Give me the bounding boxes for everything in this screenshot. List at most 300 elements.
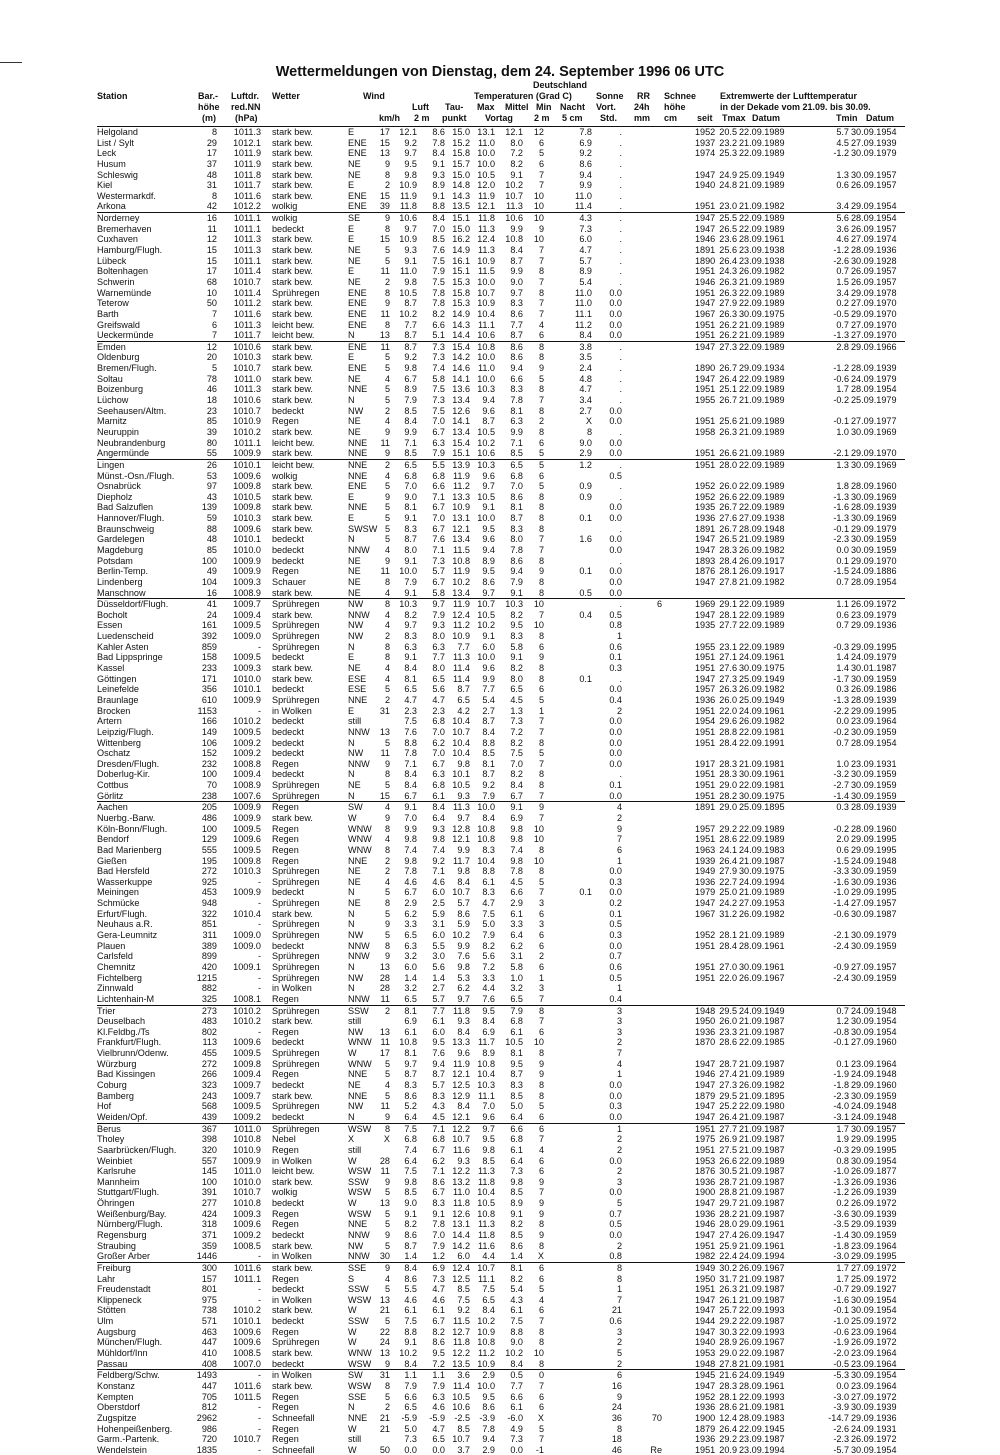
cell-night: 6 bbox=[538, 961, 544, 972]
cell-tmax: 24.1 bbox=[719, 844, 737, 855]
cell-dewpoint: 7.3 bbox=[432, 352, 445, 363]
cell-night: 9 bbox=[538, 223, 544, 234]
cell-tmin: -2.3 bbox=[833, 1090, 849, 1101]
cell-weather: Regen bbox=[272, 1391, 299, 1402]
cell-pressure: - bbox=[257, 705, 261, 716]
cell-weather: bedeckt bbox=[272, 544, 304, 555]
cell-since: 1947 bbox=[695, 673, 716, 684]
cell-rain: 0.7 bbox=[609, 1208, 622, 1219]
cell-wind-speed: 5 bbox=[384, 513, 390, 524]
cell-wind-dir: NNW bbox=[348, 609, 370, 620]
cell-tmin: -5.3 bbox=[833, 1370, 849, 1381]
cell-night: 3 bbox=[538, 898, 544, 909]
table-row bbox=[97, 866, 905, 877]
cell-since: 1890 bbox=[695, 363, 716, 374]
cell-temp-air: 8.1 bbox=[404, 673, 417, 684]
cell-night: 5 bbox=[538, 1423, 544, 1434]
header-temperaturen: Temperaturen (Grad C) bbox=[474, 91, 572, 101]
cell-tmax: 29.5 bbox=[719, 1005, 737, 1016]
cell-tmin-date: 30.09.1969 bbox=[851, 491, 897, 502]
cell-weather: Schauer bbox=[272, 576, 306, 587]
cell-dewpoint: 7.4 bbox=[432, 844, 445, 855]
cell-min: 10.8 bbox=[505, 234, 523, 245]
cell-sun: 0.4 bbox=[579, 609, 592, 620]
cell-wind-dir: WSW bbox=[348, 1208, 372, 1219]
cell-since: 1969 bbox=[695, 599, 716, 610]
cell-dewpoint: 6.7 bbox=[432, 1187, 445, 1198]
cell-wind-speed: 9 bbox=[384, 1229, 390, 1240]
cell-sun: 5.4 bbox=[579, 276, 592, 287]
cell-min: 8.1 bbox=[510, 1262, 523, 1273]
cell-tmax-date: 22.09.1989 bbox=[739, 341, 785, 352]
cell-tmin: -0.2 bbox=[833, 395, 849, 406]
cell-mean: 7.5 bbox=[482, 1284, 495, 1295]
cell-tmin-date: 25.09.1972 bbox=[851, 1316, 897, 1327]
cell-max: 14.6 bbox=[452, 363, 470, 374]
cell-mean: 10.7 bbox=[477, 287, 495, 298]
cell-station: Stötten bbox=[97, 1305, 126, 1316]
table-row bbox=[97, 620, 905, 631]
cell-tmin: 0.7 bbox=[836, 620, 849, 631]
cell-dewpoint: 6.6 bbox=[432, 481, 445, 492]
cell-wind-dir: NNE bbox=[348, 437, 368, 448]
cell-sun: 2.4 bbox=[579, 363, 592, 374]
cell-rain: 0.0 bbox=[609, 726, 622, 737]
cell-rain: . bbox=[619, 459, 622, 470]
cell-since: 1953 bbox=[695, 1155, 716, 1166]
cell-rain: 0.0 bbox=[609, 716, 622, 727]
cell-rain: 2 bbox=[616, 813, 622, 823]
cell-station: Bocholt bbox=[97, 609, 128, 620]
cell-tmin: 0.7 bbox=[836, 737, 849, 748]
cell-min: 8.2 bbox=[510, 663, 523, 674]
cell-tmin: -2.4 bbox=[833, 972, 849, 983]
cell-pressure: 1010.7 bbox=[233, 1187, 261, 1198]
cell-dewpoint: 7.5 bbox=[432, 405, 445, 416]
cell-station: Deuselbach bbox=[97, 1016, 146, 1027]
cell-pressure: 1011.0 bbox=[233, 373, 261, 384]
cell-height: 325 bbox=[201, 993, 217, 1004]
cell-min: 6.1 bbox=[510, 1402, 523, 1413]
cell-height: 1493 bbox=[196, 1370, 217, 1381]
cell-tmax: 26.4 bbox=[719, 1111, 737, 1122]
cell-min: 6.8 bbox=[510, 1134, 523, 1145]
cell-max: 11.3 bbox=[452, 652, 470, 663]
cell-tmax-date: 21.09.1989 bbox=[739, 534, 785, 545]
cell-weather: bedeckt bbox=[272, 769, 304, 780]
cell-tmax-date: 26.09.1917 bbox=[739, 555, 785, 566]
cell-weather: stark bew. bbox=[272, 1348, 313, 1359]
cell-tmin: -0.6 bbox=[833, 908, 849, 919]
cell-wind-dir: WSW bbox=[348, 1294, 372, 1305]
cell-tmin-date: 28.09.1939 bbox=[851, 502, 897, 513]
cell-rain: 0.0 bbox=[609, 513, 622, 524]
cell-tmin-date: 28.09.1954 bbox=[851, 576, 897, 587]
cell-min: 9.4 bbox=[510, 566, 523, 577]
cell-night: X bbox=[537, 1412, 544, 1423]
cell-night: 7 bbox=[538, 1434, 544, 1445]
cell-tmax-date: 22.09.1993 bbox=[739, 1326, 785, 1337]
cell-max: 15.1 bbox=[452, 266, 470, 277]
cell-weather: Regen bbox=[272, 1144, 299, 1155]
cell-sun: 9.9 bbox=[579, 180, 592, 191]
cell-dewpoint: 8.6 bbox=[432, 127, 445, 137]
cell-dewpoint: -5.9 bbox=[429, 1412, 445, 1423]
cell-dewpoint: 7.3 bbox=[432, 555, 445, 566]
cell-temp-air: 7.4 bbox=[404, 1144, 417, 1155]
cell-night: 8 bbox=[538, 1358, 544, 1369]
cell-night: 12 bbox=[533, 127, 544, 137]
cell-tmax-date: 21.09.1987 bbox=[739, 1111, 785, 1122]
cell-tmin-date: 30.09.1954 bbox=[851, 1016, 897, 1027]
cell-pressure: 1009.9 bbox=[233, 555, 261, 566]
cell-temp-air: 3.2 bbox=[404, 983, 417, 994]
cell-pressure: 1011.3 bbox=[233, 234, 261, 245]
cell-max: 10.8 bbox=[452, 555, 470, 566]
cell-temp-air: 6.4 bbox=[404, 1111, 417, 1122]
cell-wind-speed: 4 bbox=[384, 587, 390, 598]
cell-temp-air: 9.8 bbox=[404, 834, 417, 845]
cell-sun: 11.0 bbox=[574, 287, 592, 298]
cell-since: 1951 bbox=[695, 834, 716, 845]
table-row bbox=[97, 706, 905, 717]
cell-pressure: 1009.0 bbox=[233, 631, 261, 642]
cell-tmax-date: 23.09.1994 bbox=[739, 1444, 785, 1455]
cell-mean: 10.4 bbox=[477, 1187, 495, 1198]
cell-station: Leipzig/Flugh. bbox=[97, 726, 154, 737]
cell-weather: Sprühregen bbox=[272, 631, 320, 642]
cell-max: 9.3 bbox=[457, 790, 470, 801]
cell-dewpoint: 6.9 bbox=[432, 1262, 445, 1273]
cell-night: 8 bbox=[538, 405, 544, 416]
cell-dewpoint: 4.5 bbox=[432, 1111, 445, 1122]
cell-mean: 8.7 bbox=[482, 716, 495, 727]
cell-min: 9.8 bbox=[510, 855, 523, 866]
cell-tmax-date: 26.09.1982 bbox=[739, 266, 785, 277]
cell-mean: 8.8 bbox=[482, 737, 495, 748]
cell-max: 10.2 bbox=[452, 930, 470, 941]
cell-min: 10.2 bbox=[505, 180, 523, 191]
cell-height: 410 bbox=[201, 1348, 217, 1359]
cell-temp-air: 6.5 bbox=[404, 459, 417, 470]
cell-mean: 11.3 bbox=[477, 1219, 495, 1230]
cell-tmax-date: 22.09.1987 bbox=[739, 1316, 785, 1327]
cell-since: 1951 bbox=[695, 737, 716, 748]
header-vort: Vort. bbox=[596, 102, 616, 112]
cell-mean: 10.4 bbox=[477, 1069, 495, 1080]
cell-tmax-date: 28.09.1961 bbox=[739, 1380, 785, 1391]
cell-temp-air: 7.5 bbox=[404, 1316, 417, 1327]
cell-wind-dir: ENE bbox=[348, 363, 367, 374]
cell-sun: 11.1 bbox=[574, 308, 592, 319]
cell-temp-air: 8.1 bbox=[404, 502, 417, 513]
cell-tmax: 27.0 bbox=[719, 961, 737, 972]
cell-night: X bbox=[537, 1251, 544, 1262]
cell-height: 37 bbox=[206, 158, 217, 169]
cell-dewpoint: 7.3 bbox=[432, 395, 445, 406]
table-row bbox=[97, 1434, 905, 1445]
cell-height: 48 bbox=[206, 534, 217, 545]
cell-temp-air: 0.0 bbox=[404, 1444, 417, 1455]
cell-height: 17 bbox=[206, 266, 217, 277]
cell-tmax: 26.3 bbox=[719, 308, 737, 319]
table-row bbox=[97, 1424, 905, 1435]
cell-height: 1215 bbox=[196, 972, 217, 983]
cell-night: 6 bbox=[538, 470, 544, 481]
cell-min: 10.3 bbox=[505, 599, 523, 610]
cell-tmax: 26.2 bbox=[719, 319, 737, 330]
cell-since: 1947 bbox=[695, 1380, 716, 1391]
cell-dewpoint: 6.0 bbox=[432, 1026, 445, 1037]
cell-since: 1936 bbox=[695, 1176, 716, 1187]
cell-temp-air: -5.9 bbox=[401, 1412, 417, 1423]
cell-wind-dir: N bbox=[348, 790, 355, 801]
cell-weather: bedeckt bbox=[272, 223, 304, 234]
cell-station: Artern bbox=[97, 716, 122, 727]
cell-pressure: 1008.8 bbox=[233, 758, 261, 769]
cell-night: 10 bbox=[533, 190, 544, 201]
cell-wind-dir: still bbox=[348, 1144, 362, 1155]
cell-tmax-date: 30.09.1975 bbox=[739, 790, 785, 801]
cell-temp-air: 7.1 bbox=[404, 437, 417, 448]
cell-temp-air: 8.4 bbox=[404, 663, 417, 674]
cell-temp-air: 8.4 bbox=[404, 416, 417, 427]
cell-mean: 9.7 bbox=[482, 1123, 495, 1134]
cell-station: Leck bbox=[97, 148, 117, 159]
cell-wind-speed: 4 bbox=[384, 1273, 390, 1284]
cell-tmin-date: 30.09.1939 bbox=[851, 1402, 897, 1413]
cell-wind-dir: N bbox=[348, 330, 355, 341]
cell-dewpoint: 5.6 bbox=[432, 684, 445, 695]
cell-station: Braunlage bbox=[97, 694, 139, 705]
cell-rain: 2 bbox=[616, 1337, 622, 1348]
cell-night: 5 bbox=[538, 876, 544, 887]
cell-temp-air: 10.9 bbox=[399, 234, 417, 245]
cell-tmin: -0.1 bbox=[833, 1037, 849, 1048]
cell-temp-air: 8.4 bbox=[404, 769, 417, 780]
cell-height: 85 bbox=[206, 416, 217, 427]
cell-max: 11.8 bbox=[452, 1005, 470, 1016]
cell-wind-speed: 9 bbox=[384, 555, 390, 566]
cell-tmin-date: 29.09.1936 bbox=[851, 620, 897, 631]
cell-wind-dir: W bbox=[348, 1305, 357, 1316]
cell-temp-air: 7.6 bbox=[404, 726, 417, 737]
cell-temp-air: 1.1 bbox=[404, 1370, 417, 1381]
cell-max: 10.4 bbox=[452, 737, 470, 748]
cell-since: 1951 bbox=[695, 416, 716, 427]
cell-tmax-date: 21.09.1987 bbox=[739, 1123, 785, 1134]
cell-min: 7.8 bbox=[510, 866, 523, 877]
cell-night: 6 bbox=[538, 940, 544, 951]
table-row bbox=[97, 342, 905, 353]
cell-wind-speed: 4 bbox=[384, 544, 390, 555]
cell-tmin: -2.2 bbox=[833, 705, 849, 716]
cell-temp-air: 10.8 bbox=[399, 1037, 417, 1048]
cell-weather: stark bew. bbox=[272, 298, 313, 309]
cell-tmin-date: 29.09.1995 bbox=[851, 834, 897, 845]
cell-tmin: -3.6 bbox=[833, 1208, 849, 1219]
cell-temp-air: 6.5 bbox=[404, 930, 417, 941]
cell-tmin: 5.6 bbox=[836, 213, 849, 224]
table-row bbox=[97, 1337, 905, 1348]
cell-tmin-date: 30.09.1969 bbox=[851, 513, 897, 524]
cell-rain: 0.4 bbox=[609, 993, 622, 1004]
cell-dewpoint: 6.7 bbox=[432, 576, 445, 587]
cell-wind-dir: NE bbox=[348, 866, 361, 877]
cell-tmax-date: 21.09.1987 bbox=[739, 1058, 785, 1069]
table-row bbox=[97, 460, 905, 471]
cell-wind-speed: 5 bbox=[384, 363, 390, 374]
cell-min: 8.6 bbox=[510, 308, 523, 319]
cell-night: 5 bbox=[538, 481, 544, 492]
cell-mean: 2.9 bbox=[482, 1370, 495, 1381]
cell-station: Gardelegen bbox=[97, 534, 145, 545]
cell-rain: 0.2 bbox=[609, 898, 622, 909]
table-row bbox=[97, 1219, 905, 1230]
cell-rain: 0.0 bbox=[609, 587, 622, 598]
cell-pressure: 1011.5 bbox=[233, 1391, 261, 1402]
cell-rain: 2 bbox=[616, 1134, 622, 1145]
cell-height: 11 bbox=[207, 223, 217, 234]
cell-tmin: -1.6 bbox=[833, 1294, 849, 1305]
cell-wind-dir: WSW bbox=[348, 1380, 372, 1391]
cell-tmin: -3.0 bbox=[833, 1391, 849, 1402]
cell-temp-air: 6.3 bbox=[404, 641, 417, 652]
cell-min: 5.8 bbox=[510, 641, 523, 652]
cell-max: 12.5 bbox=[452, 1080, 470, 1091]
cell-rain: 36 bbox=[611, 1412, 622, 1423]
cell-since: 1947 bbox=[695, 223, 716, 234]
station-group bbox=[97, 126, 905, 212]
cell-sun: 7.8 bbox=[579, 127, 592, 137]
table-row bbox=[97, 406, 905, 417]
cell-tmax-date: 25.09.1949 bbox=[739, 694, 785, 705]
cell-wind-speed: 13 bbox=[379, 961, 390, 972]
cell-rain: 8 bbox=[616, 1262, 622, 1273]
cell-tmax: 26.4 bbox=[719, 855, 737, 866]
cell-night: 10 bbox=[533, 823, 544, 834]
table-row bbox=[97, 919, 905, 930]
cell-wind-speed: 11 bbox=[380, 308, 390, 319]
cell-tmax: 27.6 bbox=[719, 663, 737, 674]
cell-tmax: 26.7 bbox=[719, 395, 737, 406]
cell-height: 447 bbox=[201, 1380, 217, 1391]
cell-max: 11.9 bbox=[452, 566, 470, 577]
cell-station: Vielbrunn/Odenw. bbox=[97, 1048, 169, 1059]
cell-temp-air: 4.6 bbox=[404, 876, 417, 887]
cell-since: 1936 bbox=[695, 513, 716, 524]
cell-min: 6.2 bbox=[510, 940, 523, 951]
cell-tmin: -1.5 bbox=[833, 855, 849, 866]
cell-station: Osnabrück bbox=[97, 481, 141, 492]
cell-min: 7.3 bbox=[510, 716, 523, 727]
cell-station: Neuruppin bbox=[97, 426, 139, 437]
cell-tmax-date: 21.09.1987 bbox=[739, 1198, 785, 1209]
cell-night: 10 bbox=[533, 620, 544, 631]
cell-tmin-date: 23.09.1964 bbox=[851, 1348, 897, 1359]
cell-mean: 3.3 bbox=[482, 972, 495, 983]
cell-tmin-date: 29.09.1995 bbox=[851, 844, 897, 855]
cell-mean: 10.2 bbox=[477, 1316, 495, 1327]
cell-pressure: - bbox=[257, 1370, 261, 1381]
cell-station: Kassel bbox=[97, 663, 125, 674]
cell-night: 8 bbox=[538, 341, 544, 352]
cell-temp-air: 8.1 bbox=[404, 1048, 417, 1059]
cell-max: 12.1 bbox=[452, 1069, 470, 1080]
cell-wind-speed: 11 bbox=[380, 1166, 390, 1177]
cell-night: 7 bbox=[538, 813, 544, 823]
cell-wind-speed: 31 bbox=[379, 705, 390, 716]
cell-temp-air: 7.9 bbox=[404, 576, 417, 587]
cell-rain: 0.0 bbox=[609, 502, 622, 513]
cell-dewpoint: 6.6 bbox=[432, 319, 445, 330]
cell-night: 10 bbox=[533, 201, 544, 212]
cell-tmax-date: 26.09.1982 bbox=[739, 908, 785, 919]
cell-temp-air: 7.4 bbox=[404, 844, 417, 855]
cell-tmin-date: 27.09.1970 bbox=[851, 319, 897, 330]
cell-tmax: 25.0 bbox=[719, 887, 737, 898]
cell-station: Warnemünde bbox=[97, 287, 152, 298]
cell-tmin-date: 29.09.1995 bbox=[851, 1251, 897, 1262]
cell-wind-dir: NE bbox=[348, 587, 361, 598]
cell-mean: 8.7 bbox=[482, 416, 495, 427]
cell-max: 10.7 bbox=[452, 1134, 470, 1145]
cell-wind-dir: NW bbox=[348, 930, 364, 941]
cell-height: 812 bbox=[201, 1402, 217, 1413]
cell-pressure: 1011.1 bbox=[233, 255, 261, 266]
cell-night: 9 bbox=[538, 566, 544, 577]
cell-dewpoint: 8.2 bbox=[432, 308, 445, 319]
cell-tmax-date: 22.09.1989 bbox=[739, 223, 785, 234]
cell-tmax: 26.5 bbox=[719, 534, 737, 545]
cell-temp-air: 9.9 bbox=[404, 823, 417, 834]
cell-tmin: 0.7 bbox=[836, 319, 849, 330]
cell-mean: 9.4 bbox=[482, 1434, 495, 1445]
header-schnee-hoehe: höhe bbox=[664, 102, 686, 112]
cell-pressure: 1009.9 bbox=[233, 448, 261, 459]
cell-max: 13.6 bbox=[452, 384, 470, 395]
cell-tmax-date: 21.09.1987 bbox=[739, 1176, 785, 1187]
cell-min: -6.0 bbox=[507, 1412, 523, 1423]
cell-since: 1890 bbox=[695, 255, 716, 266]
cell-max: 13.4 bbox=[452, 395, 470, 406]
cell-tmin: -1.7 bbox=[833, 673, 849, 684]
cell-tmin-date: 30.09.1959 bbox=[851, 534, 897, 545]
cell-rain: 9 bbox=[616, 823, 622, 834]
cell-mean: 8.3 bbox=[482, 844, 495, 855]
cell-wind-dir: SWSW bbox=[348, 523, 378, 534]
table-row bbox=[97, 1198, 905, 1209]
cell-min: 6.4 bbox=[510, 930, 523, 941]
cell-wind-speed: 21 bbox=[379, 1305, 390, 1316]
cell-weather: stark bew. bbox=[272, 426, 313, 437]
cell-max: 5.9 bbox=[457, 919, 470, 930]
cell-mean: 11.2 bbox=[477, 1348, 495, 1359]
cell-wind-dir: NE bbox=[348, 566, 361, 577]
cell-height: 18 bbox=[206, 395, 217, 406]
cell-rain: . bbox=[619, 234, 622, 245]
cell-height: 41 bbox=[206, 599, 217, 610]
cell-height: 7 bbox=[211, 330, 217, 341]
cell-mean: 8.9 bbox=[482, 1048, 495, 1059]
cell-height: 323 bbox=[201, 1080, 217, 1091]
cell-temp-air: 9.1 bbox=[404, 802, 417, 813]
table-row bbox=[97, 951, 905, 962]
table-row bbox=[97, 1016, 905, 1027]
cell-min: 9.9 bbox=[510, 266, 523, 277]
cell-mean: 7.6 bbox=[482, 993, 495, 1004]
cell-rain: . bbox=[619, 255, 622, 266]
